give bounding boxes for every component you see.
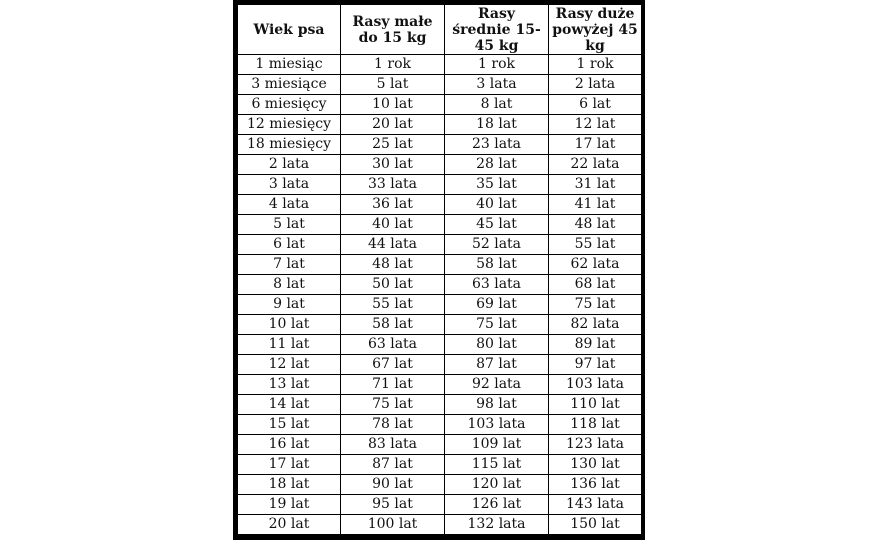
cell-large-breed: 22 lata — [549, 155, 642, 175]
table-row — [238, 375, 642, 395]
cell-small-breed: 63 lata — [341, 335, 445, 355]
cell-small-breed: 58 lat — [341, 315, 445, 335]
cell-medium-breed: 8 lat — [445, 95, 549, 115]
cell-large-breed: 89 lat — [549, 335, 642, 355]
cell-dog-age: 4 lata — [238, 195, 341, 215]
cell-small-breed: 20 lat — [341, 115, 445, 135]
cell-medium-breed: 80 lat — [445, 335, 549, 355]
cell-small-breed: 75 lat — [341, 395, 445, 415]
cell-large-breed: 17 lat — [549, 135, 642, 155]
cell-large-breed: 130 lat — [549, 455, 642, 475]
cell-large-breed: 150 lat — [549, 515, 642, 535]
table-row — [238, 515, 642, 535]
cell-dog-age: 6 lat — [238, 235, 341, 255]
cell-small-breed: 55 lat — [341, 295, 445, 315]
cell-medium-breed: 23 lata — [445, 135, 549, 155]
cell-large-breed: 68 lat — [549, 275, 642, 295]
cell-large-breed: 62 lata — [549, 255, 642, 275]
table-row — [238, 415, 642, 435]
cell-small-breed: 40 lat — [341, 215, 445, 235]
cell-dog-age: 1 miesiąc — [238, 55, 341, 75]
cell-dog-age: 14 lat — [238, 395, 341, 415]
cell-medium-breed: 120 lat — [445, 475, 549, 495]
cell-large-breed: 48 lat — [549, 215, 642, 235]
cell-small-breed: 36 lat — [341, 195, 445, 215]
cell-medium-breed: 98 lat — [445, 395, 549, 415]
table-frame — [233, 0, 645, 540]
cell-large-breed: 118 lat — [549, 415, 642, 435]
cell-small-breed: 83 lata — [341, 435, 445, 455]
cell-dog-age: 3 lata — [238, 175, 341, 195]
cell-dog-age: 17 lat — [238, 455, 341, 475]
cell-large-breed: 55 lat — [549, 235, 642, 255]
table-row — [238, 475, 642, 495]
cell-small-breed: 50 lat — [341, 275, 445, 295]
cell-small-breed: 10 lat — [341, 95, 445, 115]
cell-small-breed: 71 lat — [341, 375, 445, 395]
cell-small-breed: 30 lat — [341, 155, 445, 175]
cell-dog-age: 16 lat — [238, 435, 341, 455]
cell-medium-breed: 58 lat — [445, 255, 549, 275]
cell-small-breed: 78 lat — [341, 415, 445, 435]
cell-dog-age: 20 lat — [238, 515, 341, 535]
cell-small-breed: 67 lat — [341, 355, 445, 375]
cell-small-breed: 44 lata — [341, 235, 445, 255]
cell-medium-breed: 28 lat — [445, 155, 549, 175]
header-row — [238, 5, 642, 55]
header-dog-age: Wiek psa — [238, 5, 341, 55]
cell-medium-breed: 87 lat — [445, 355, 549, 375]
table-row — [238, 55, 642, 75]
cell-medium-breed: 45 lat — [445, 215, 549, 235]
cell-large-breed: 82 lata — [549, 315, 642, 335]
cell-medium-breed: 92 lata — [445, 375, 549, 395]
cell-large-breed: 2 lata — [549, 75, 642, 95]
table-row — [238, 315, 642, 335]
cell-medium-breed: 126 lat — [445, 495, 549, 515]
cell-medium-breed: 103 lata — [445, 415, 549, 435]
table-row — [238, 275, 642, 295]
cell-medium-breed: 35 lat — [445, 175, 549, 195]
table-row — [238, 195, 642, 215]
cell-large-breed: 31 lat — [549, 175, 642, 195]
cell-large-breed: 136 lat — [549, 475, 642, 495]
cell-small-breed: 25 lat — [341, 135, 445, 155]
cell-small-breed: 48 lat — [341, 255, 445, 275]
table-row — [238, 235, 642, 255]
cell-medium-breed: 75 lat — [445, 315, 549, 335]
cell-dog-age: 13 lat — [238, 375, 341, 395]
header-large-breeds: Rasy duże powyżej 45 kg — [549, 5, 642, 55]
cell-small-breed: 100 lat — [341, 515, 445, 535]
table-row — [238, 215, 642, 235]
table-row — [238, 435, 642, 455]
table-row — [238, 295, 642, 315]
cell-large-breed: 123 lata — [549, 435, 642, 455]
cell-medium-breed: 63 lata — [445, 275, 549, 295]
cell-dog-age: 8 lat — [238, 275, 341, 295]
cell-dog-age: 9 lat — [238, 295, 341, 315]
cell-dog-age: 18 lat — [238, 475, 341, 495]
cell-dog-age: 5 lat — [238, 215, 341, 235]
cell-large-breed: 103 lata — [549, 375, 642, 395]
header-medium-breeds: Rasy średnie 15-45 kg — [445, 5, 549, 55]
cell-large-breed: 6 lat — [549, 95, 642, 115]
table-row — [238, 135, 642, 155]
table-row — [238, 255, 642, 275]
cell-dog-age: 2 lata — [238, 155, 341, 175]
table-row — [238, 175, 642, 195]
table-row — [238, 95, 642, 115]
cell-dog-age: 18 miesięcy — [238, 135, 341, 155]
dog-age-table — [237, 4, 642, 535]
table-row — [238, 355, 642, 375]
table-body — [238, 55, 642, 535]
cell-medium-breed: 52 lata — [445, 235, 549, 255]
cell-large-breed: 12 lat — [549, 115, 642, 135]
cell-large-breed: 97 lat — [549, 355, 642, 375]
cell-dog-age: 12 lat — [238, 355, 341, 375]
cell-medium-breed: 69 lat — [445, 295, 549, 315]
cell-large-breed: 1 rok — [549, 55, 642, 75]
cell-dog-age: 6 miesięcy — [238, 95, 341, 115]
cell-dog-age: 11 lat — [238, 335, 341, 355]
cell-small-breed: 5 lat — [341, 75, 445, 95]
cell-dog-age: 19 lat — [238, 495, 341, 515]
cell-large-breed: 75 lat — [549, 295, 642, 315]
cell-large-breed: 110 lat — [549, 395, 642, 415]
table-row — [238, 335, 642, 355]
cell-medium-breed: 109 lat — [445, 435, 549, 455]
cell-small-breed: 33 lata — [341, 175, 445, 195]
cell-dog-age: 12 miesięcy — [238, 115, 341, 135]
cell-medium-breed: 40 lat — [445, 195, 549, 215]
table-row — [238, 395, 642, 415]
cell-small-breed: 90 lat — [341, 475, 445, 495]
table-row — [238, 455, 642, 475]
cell-medium-breed: 3 lata — [445, 75, 549, 95]
cell-small-breed: 1 rok — [341, 55, 445, 75]
table-header — [238, 5, 642, 55]
cell-dog-age: 3 miesiące — [238, 75, 341, 95]
table-row — [238, 155, 642, 175]
cell-dog-age: 7 lat — [238, 255, 341, 275]
cell-medium-breed: 115 lat — [445, 455, 549, 475]
cell-small-breed: 95 lat — [341, 495, 445, 515]
table-row — [238, 495, 642, 515]
header-small-breeds: Rasy małe do 15 kg — [341, 5, 445, 55]
cell-small-breed: 87 lat — [341, 455, 445, 475]
cell-medium-breed: 132 lata — [445, 515, 549, 535]
table-row — [238, 115, 642, 135]
table-row — [238, 75, 642, 95]
cell-dog-age: 15 lat — [238, 415, 341, 435]
cell-medium-breed: 18 lat — [445, 115, 549, 135]
cell-medium-breed: 1 rok — [445, 55, 549, 75]
cell-dog-age: 10 lat — [238, 315, 341, 335]
cell-large-breed: 143 lata — [549, 495, 642, 515]
cell-large-breed: 41 lat — [549, 195, 642, 215]
